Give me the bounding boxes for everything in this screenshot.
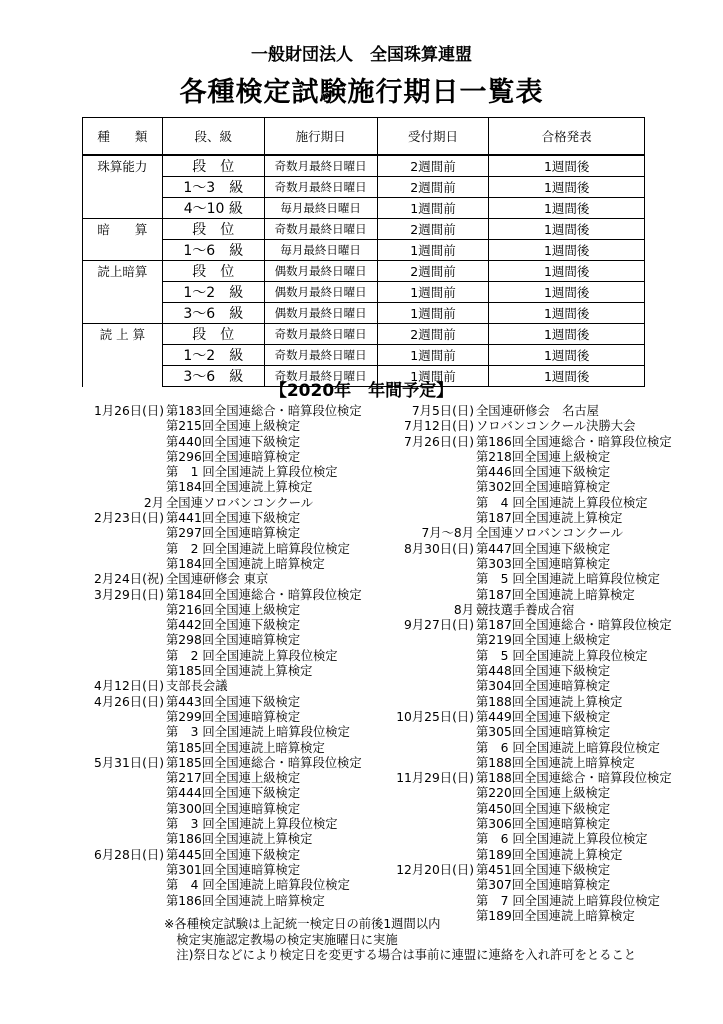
table-row bbox=[83, 198, 645, 219]
schedule-item: 第186回全国連読上暗算検定 bbox=[166, 893, 325, 908]
schedule-date: 12月20日(日) bbox=[396, 862, 474, 877]
table-row bbox=[83, 324, 645, 345]
level-cell: 段 位 bbox=[162, 219, 264, 240]
schedule-item: 第441回全国連下級検定 bbox=[166, 511, 301, 526]
exam-date-cell: 偶数月最終日曜日 bbox=[264, 261, 377, 282]
schedule-date: 2月23日(日) bbox=[94, 511, 164, 526]
schedule-entry bbox=[82, 756, 362, 848]
kind-cell bbox=[83, 345, 163, 366]
kind-cell bbox=[83, 240, 163, 261]
schedule-items bbox=[164, 588, 362, 680]
schedule-items bbox=[164, 679, 228, 694]
schedule-item: 第 3 回全国連読上暗算段位検定 bbox=[166, 725, 350, 740]
exam-date-cell: 奇数月最終日曜日 bbox=[264, 177, 377, 198]
schedule-items bbox=[474, 603, 574, 618]
schedule-items bbox=[474, 771, 672, 863]
level-cell: 4〜10 級 bbox=[162, 198, 264, 219]
results-cell: 1週間後 bbox=[489, 366, 645, 387]
schedule-item: 全国連ソロバンコンクール bbox=[476, 526, 624, 541]
schedule-item: 第306回全国連暗算検定 bbox=[476, 817, 611, 832]
level-cell: 1〜2 級 bbox=[162, 345, 264, 366]
schedule-date: 6月28日(日) bbox=[94, 847, 164, 862]
schedule-items bbox=[474, 863, 660, 924]
schedule-item: 第184回全国連総合・暗算段位検定 bbox=[166, 587, 362, 602]
schedule-item: 第186回全国連総合・暗算段位検定 bbox=[476, 434, 672, 449]
schedule-item: 第187回全国連読上暗算検定 bbox=[476, 587, 635, 602]
schedule-date: 10月25日(日) bbox=[396, 709, 474, 724]
kind-cell: 読上暗算 bbox=[83, 261, 163, 282]
table-row bbox=[83, 177, 645, 198]
schedule-items bbox=[474, 526, 623, 541]
schedule-item: 第 1 回全国連読上算段位検定 bbox=[166, 465, 338, 480]
annual-schedule-left-column bbox=[82, 404, 362, 909]
schedule-item: 第219回全国連上級検定 bbox=[476, 633, 611, 648]
exam-date-cell: 偶数月最終日曜日 bbox=[264, 282, 377, 303]
schedule-item: 第 5 回全国連読上算段位検定 bbox=[476, 648, 648, 663]
table-body bbox=[83, 155, 645, 387]
results-cell: 1週間後 bbox=[489, 155, 645, 177]
schedule-item: 第443回全国連下級検定 bbox=[166, 694, 301, 709]
schedule-items bbox=[164, 756, 362, 848]
schedule-item: 第 7 回全国連読上暗算段位検定 bbox=[476, 893, 660, 908]
kind-cell: 珠算能力 bbox=[83, 155, 163, 177]
schedule-items bbox=[474, 419, 635, 434]
results-cell: 1週間後 bbox=[489, 219, 645, 240]
schedule-item: 第304回全国連暗算検定 bbox=[476, 679, 611, 694]
schedule-date: 9月27日(日) bbox=[404, 618, 474, 633]
schedule-items bbox=[164, 511, 350, 572]
schedule-item: 第188回全国連読上暗算検定 bbox=[476, 755, 635, 770]
kind-cell: 暗 算 bbox=[83, 219, 163, 240]
results-cell: 1週間後 bbox=[489, 198, 645, 219]
acceptance-cell: 1週間前 bbox=[377, 345, 489, 366]
schedule-items bbox=[474, 618, 672, 710]
schedule-item: 競技選手養成合宿 bbox=[476, 602, 575, 617]
level-cell: 3〜6 級 bbox=[162, 366, 264, 387]
schedule-date: 7月5日(日) bbox=[411, 404, 474, 418]
schedule-items bbox=[164, 572, 268, 587]
schedule-date: 7月12日(日) bbox=[404, 419, 474, 434]
acceptance-cell: 2週間前 bbox=[377, 155, 489, 177]
schedule-item: 第444回全国連下級検定 bbox=[166, 786, 301, 801]
schedule-item: 第440回全国連下級検定 bbox=[166, 434, 301, 449]
page-title: 各種検定試験施行期日一覧表 bbox=[179, 77, 544, 108]
results-cell: 1週間後 bbox=[489, 303, 645, 324]
table-row bbox=[83, 155, 645, 177]
schedule-item: 支部長会議 bbox=[166, 679, 228, 694]
schedule-entry bbox=[382, 603, 672, 618]
schedule-item: 第449回全国連下級検定 bbox=[476, 709, 611, 724]
schedule-item: 第450回全国連下級検定 bbox=[476, 801, 611, 816]
schedule-item: 第 4 回全国連読上暗算段位検定 bbox=[166, 878, 350, 893]
exam-schedule-table bbox=[82, 117, 645, 387]
table-row bbox=[83, 303, 645, 324]
column-header-kind: 種 類 bbox=[83, 118, 163, 156]
schedule-items bbox=[164, 404, 362, 496]
exam-date-cell: 奇数月最終日曜日 bbox=[264, 366, 377, 387]
schedule-item: 第186回全国連読上算検定 bbox=[166, 832, 313, 847]
schedule-item: 第302回全国連暗算検定 bbox=[476, 480, 611, 495]
acceptance-cell: 1週間前 bbox=[377, 366, 489, 387]
kind-cell bbox=[83, 198, 163, 219]
footnote: 注)祭日などにより検定日を変更する場合は事前に連盟に連絡を入れ許可をとること bbox=[164, 948, 637, 962]
schedule-item: 第217回全国連上級検定 bbox=[166, 771, 301, 786]
schedule-date: 8月30日(日) bbox=[404, 541, 474, 556]
schedule-date: 2月 bbox=[143, 495, 164, 510]
exam-date-cell: 毎月最終日曜日 bbox=[264, 198, 377, 219]
column-header-results: 合格発表 bbox=[489, 118, 645, 156]
organization-name: 一般財団法人 全国珠算連盟 bbox=[251, 45, 472, 65]
schedule-items bbox=[474, 435, 672, 527]
schedule-date: 3月29日(日) bbox=[94, 587, 164, 602]
schedule-items bbox=[474, 710, 660, 771]
table-row bbox=[83, 282, 645, 303]
level-cell: 段 位 bbox=[162, 155, 264, 177]
schedule-date: 1月26日(日) bbox=[94, 404, 164, 418]
schedule-item: 第299回全国連暗算検定 bbox=[166, 709, 301, 724]
schedule-item: 第218回全国連上級検定 bbox=[476, 449, 611, 464]
schedule-item: 第447回全国連下級検定 bbox=[476, 541, 611, 556]
schedule-entry bbox=[82, 588, 362, 680]
acceptance-cell: 2週間前 bbox=[377, 219, 489, 240]
results-cell: 1週間後 bbox=[489, 345, 645, 366]
schedule-item: 第451回全国連下級検定 bbox=[476, 862, 611, 877]
schedule-item: 第185回全国連読上暗算検定 bbox=[166, 740, 325, 755]
schedule-entry bbox=[382, 863, 672, 924]
schedule-date: 11月29日(日) bbox=[396, 771, 474, 786]
schedule-entry bbox=[82, 572, 362, 587]
schedule-item: 第 6 回全国連読上暗算段位検定 bbox=[476, 740, 660, 755]
level-cell: 1〜3 級 bbox=[162, 177, 264, 198]
schedule-item: 第448回全国連下級検定 bbox=[476, 664, 611, 679]
results-cell: 1週間後 bbox=[489, 261, 645, 282]
level-cell: 段 位 bbox=[162, 324, 264, 345]
footnote: ※各種検定試験は上記統一検定日の前後1週間以内 bbox=[164, 917, 441, 931]
annual-schedule-heading: 【2020年 年間予定】 bbox=[269, 381, 454, 401]
schedule-entry bbox=[382, 710, 672, 771]
schedule-entry bbox=[382, 435, 672, 527]
schedule-entry bbox=[82, 496, 362, 511]
schedule-item: ソロバンコンクール決勝大会 bbox=[476, 419, 636, 434]
footnote: 検定実施認定教場の検定実施曜日に実施 bbox=[164, 932, 398, 947]
schedule-item: 第 6 回全国連読上算段位検定 bbox=[476, 832, 648, 847]
table-row bbox=[83, 261, 645, 282]
schedule-entry bbox=[82, 511, 362, 572]
schedule-item: 第184回全国連読上暗算検定 bbox=[166, 556, 325, 571]
schedule-item: 第215回全国連上級検定 bbox=[166, 419, 301, 434]
schedule-item: 第188回全国連読上算検定 bbox=[476, 694, 623, 709]
results-cell: 1週間後 bbox=[489, 240, 645, 261]
schedule-item: 第187回全国連読上算検定 bbox=[476, 511, 623, 526]
schedule-item: 第 4 回全国連読上算段位検定 bbox=[476, 495, 648, 510]
schedule-item: 第189回全国連読上算検定 bbox=[476, 847, 623, 862]
schedule-item: 第446回全国連下級検定 bbox=[476, 465, 611, 480]
level-cell: 1〜6 級 bbox=[162, 240, 264, 261]
table-row bbox=[83, 345, 645, 366]
schedule-date: 4月12日(日) bbox=[94, 679, 164, 694]
exam-date-cell: 奇数月最終日曜日 bbox=[264, 219, 377, 240]
level-cell: 段 位 bbox=[162, 261, 264, 282]
schedule-item: 第187回全国連総合・暗算段位検定 bbox=[476, 618, 672, 633]
schedule-date: 7月〜8月 bbox=[421, 526, 474, 541]
schedule-entry bbox=[382, 542, 672, 603]
kind-cell: 読 上 算 bbox=[83, 324, 163, 345]
schedule-item: 第296回全国連暗算検定 bbox=[166, 449, 301, 464]
schedule-items bbox=[164, 848, 350, 909]
schedule-item: 第185回全国連総合・暗算段位検定 bbox=[166, 755, 362, 770]
schedule-item: 第216回全国連上級検定 bbox=[166, 602, 301, 617]
results-cell: 1週間後 bbox=[489, 177, 645, 198]
results-cell: 1週間後 bbox=[489, 282, 645, 303]
schedule-item: 第300回全国連暗算検定 bbox=[166, 801, 301, 816]
schedule-entry bbox=[382, 404, 672, 419]
schedule-date: 5月31日(日) bbox=[94, 755, 164, 770]
schedule-items bbox=[474, 542, 660, 603]
schedule-entry bbox=[382, 419, 672, 434]
schedule-entry bbox=[382, 618, 672, 710]
schedule-items bbox=[474, 404, 599, 419]
schedule-entry bbox=[382, 771, 672, 863]
schedule-entry bbox=[82, 695, 362, 756]
schedule-item: 第301回全国連暗算検定 bbox=[166, 862, 301, 877]
column-header-exam-date: 施行期日 bbox=[264, 118, 377, 156]
schedule-item: 第184回全国連読上算検定 bbox=[166, 480, 313, 495]
level-cell: 3〜6 級 bbox=[162, 303, 264, 324]
schedule-item: 第 5 回全国連読上暗算段位検定 bbox=[476, 572, 660, 587]
schedule-entry bbox=[82, 848, 362, 909]
exam-date-cell: 奇数月最終日曜日 bbox=[264, 324, 377, 345]
kind-cell bbox=[83, 177, 163, 198]
kind-cell bbox=[83, 282, 163, 303]
schedule-entry bbox=[382, 526, 672, 541]
exam-date-cell: 偶数月最終日曜日 bbox=[264, 303, 377, 324]
schedule-entry bbox=[82, 404, 362, 496]
schedule-item: 第303回全国連暗算検定 bbox=[476, 556, 611, 571]
acceptance-cell: 1週間前 bbox=[377, 198, 489, 219]
exam-date-cell: 毎月最終日曜日 bbox=[264, 240, 377, 261]
footnotes bbox=[164, 917, 636, 964]
schedule-item: 第297回全国連暗算検定 bbox=[166, 526, 301, 541]
schedule-date: 4月26日(日) bbox=[94, 694, 164, 709]
schedule-date: 7月26日(日) bbox=[404, 434, 474, 449]
acceptance-cell: 1週間前 bbox=[377, 240, 489, 261]
acceptance-cell: 2週間前 bbox=[377, 177, 489, 198]
level-cell: 1〜2 級 bbox=[162, 282, 264, 303]
acceptance-cell: 2週間前 bbox=[377, 324, 489, 345]
schedule-item: 第220回全国連上級検定 bbox=[476, 786, 611, 801]
schedule-item: 第298回全国連暗算検定 bbox=[166, 633, 301, 648]
schedule-items bbox=[164, 695, 350, 756]
schedule-item: 第445回全国連下級検定 bbox=[166, 847, 301, 862]
column-header-acceptance: 受付期日 bbox=[377, 118, 489, 156]
schedule-item: 第185回全国連読上算検定 bbox=[166, 664, 313, 679]
schedule-item: 全国連研修会 名古屋 bbox=[476, 404, 599, 418]
schedule-item: 第188回全国連総合・暗算段位検定 bbox=[476, 771, 672, 786]
schedule-date: 2月24日(祝) bbox=[94, 572, 164, 587]
schedule-item: 第189回全国連読上暗算検定 bbox=[476, 908, 635, 923]
table-row bbox=[83, 219, 645, 240]
schedule-item: 第442回全国連下級検定 bbox=[166, 618, 301, 633]
schedule-item: 第 2 回全国連読上算段位検定 bbox=[166, 648, 338, 663]
schedule-date: 8月 bbox=[453, 602, 474, 617]
table-row bbox=[83, 240, 645, 261]
schedule-item: 全国連研修会 東京 bbox=[166, 572, 269, 587]
exam-date-cell: 奇数月最終日曜日 bbox=[264, 155, 377, 177]
schedule-item: 第 2 回全国連読上暗算段位検定 bbox=[166, 541, 350, 556]
schedule-item: 全国連ソロバンコンクール bbox=[166, 495, 314, 510]
schedule-item: 第305回全国連暗算検定 bbox=[476, 725, 611, 740]
kind-cell bbox=[83, 303, 163, 324]
schedule-item: 第183回全国連総合・暗算段位検定 bbox=[166, 404, 362, 418]
schedule-item: 第 3 回全国連読上算段位検定 bbox=[166, 817, 338, 832]
column-header-level: 段、級 bbox=[162, 118, 264, 156]
exam-date-cell: 奇数月最終日曜日 bbox=[264, 345, 377, 366]
acceptance-cell: 1週間前 bbox=[377, 303, 489, 324]
schedule-items bbox=[164, 496, 313, 511]
annual-schedule-right-column bbox=[382, 404, 672, 924]
results-cell: 1週間後 bbox=[489, 324, 645, 345]
acceptance-cell: 2週間前 bbox=[377, 261, 489, 282]
schedule-item: 第307回全国連暗算検定 bbox=[476, 878, 611, 893]
schedule-entry bbox=[82, 679, 362, 694]
table-header-row bbox=[83, 118, 645, 156]
acceptance-cell: 1週間前 bbox=[377, 282, 489, 303]
